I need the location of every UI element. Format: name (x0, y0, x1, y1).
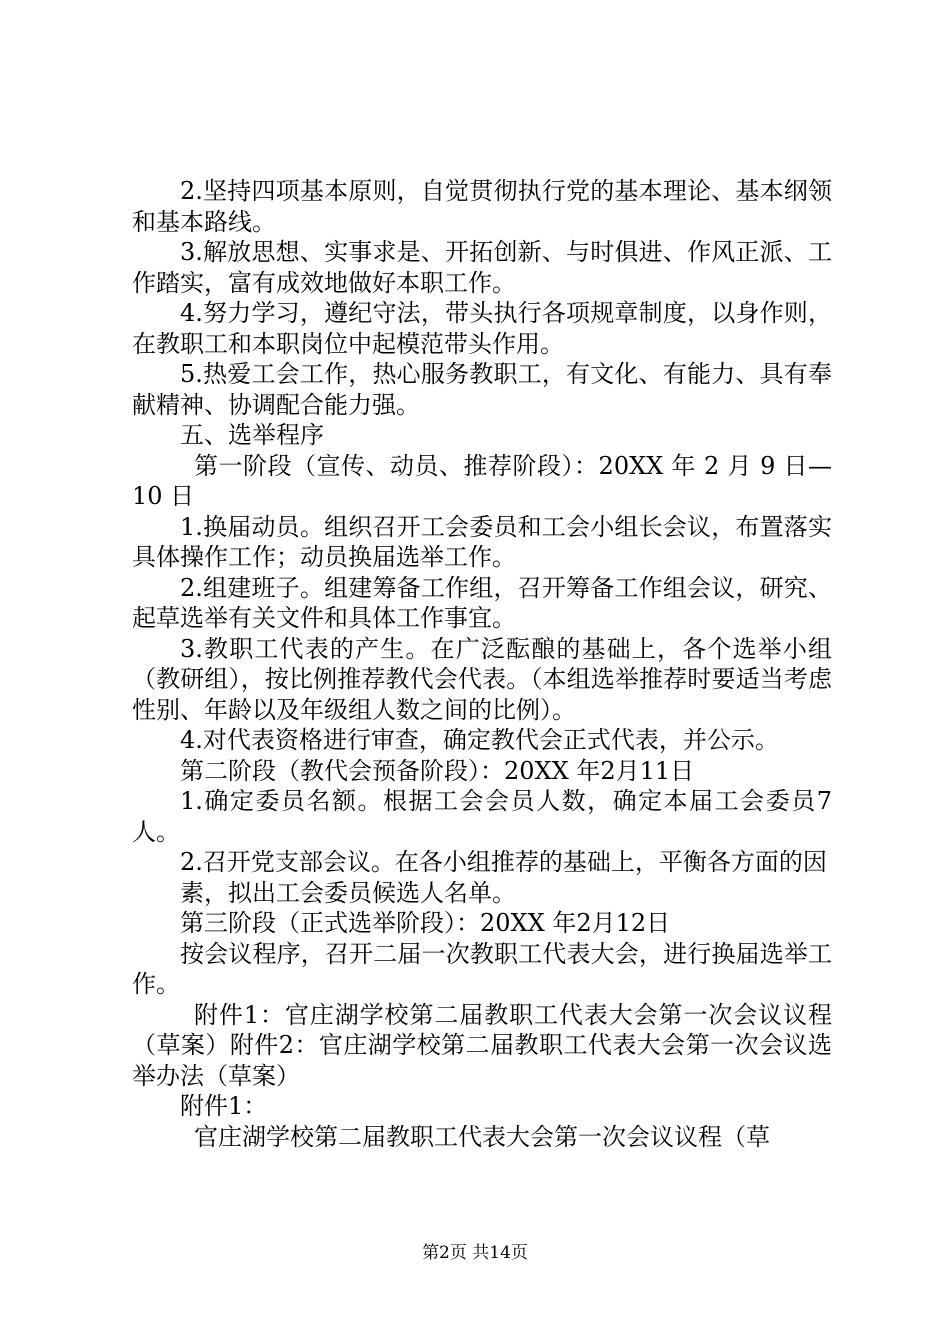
paragraph-principle-4: 4.努力学习，遵纪守法，带头执行各项规章制度，以身作则，在教职工和本职岗位中起模范带头作用。 (132, 299, 832, 358)
paragraph-principle-5: 5.热爱工会工作，热心服务教职工，有文化、有能力、具有奉献精神、协调配合能力强。 (132, 360, 832, 419)
stage-one-item-3: 3.教职工代表的产生。在广泛酝酿的基础上，各个选举小组（教研组），按比例推荐教代会代表。（本组选举推荐时要适当考虑性别、年龄以及年级组人数之间的比例）。 (132, 634, 832, 724)
paragraph-principle-2: 2.坚持四项基本原则，自觉贯彻执行党的基本理论、基本纲领和基本路线。 (132, 177, 832, 236)
attachment-1-title: 官庄湖学校第二届教职工代表大会第一次会议议程（草 (194, 1122, 770, 1151)
page-footer: 第2页 共14页 (422, 1243, 528, 1263)
paragraph-principle-3: 3.解放思想、实事求是、开拓创新、与时俱进、作风正派、工作踏实，富有成效地做好本职工作。 (132, 238, 832, 297)
stage-two-heading: 第二阶段（教代会预备阶段）：20XX 年2月11日 (180, 756, 695, 785)
attachment-1-label: 附件1： (180, 1092, 268, 1120)
stage-two-item-2: 2.召开党支部会议。在各小组推荐的基础上，平衡各方面的因 (180, 848, 827, 876)
attachments-list: 附件1：官庄湖学校第二届教职工代表大会第一次会议议程（草案）附件2：官庄湖学校第二届教职工代表大会第一次会议选举办法（草案） (132, 1000, 832, 1090)
stage-two-item-2-continued: 素，拟出工会委员候选人名单。 (180, 878, 516, 907)
stage-one-item-4: 4.对代表资格进行审查，确定教代会正式代表，并公示。 (180, 726, 779, 754)
stage-one-heading: 第一阶段（宣传、动员、推荐阶段）：20XX 年 2 月 9 日—10 日 (132, 451, 832, 510)
stage-three-heading: 第三阶段（正式选举阶段）：20XX 年2月12日 (180, 909, 671, 937)
section-heading-election-procedure: 五、选举程序 (180, 421, 324, 449)
stage-two-item-1: 1.确定委员名额。根据工会会员人数，确定本届工会委员7人。 (132, 787, 832, 846)
stage-three-text: 按会议程序，召开二届一次教职工代表大会，进行换届选举工作。 (132, 939, 832, 998)
stage-one-item-2: 2.组建班子。组建筹备工作组，召开筹备工作组会议，研究、起草选举有关文件和具体工作事宜。 (132, 573, 832, 632)
stage-one-item-1: 1.换届动员。组织召开工会委员和工会小组长会议，布置落实具体操作工作；动员换届选举工作。 (132, 512, 832, 571)
document-body (132, 176, 832, 1152)
